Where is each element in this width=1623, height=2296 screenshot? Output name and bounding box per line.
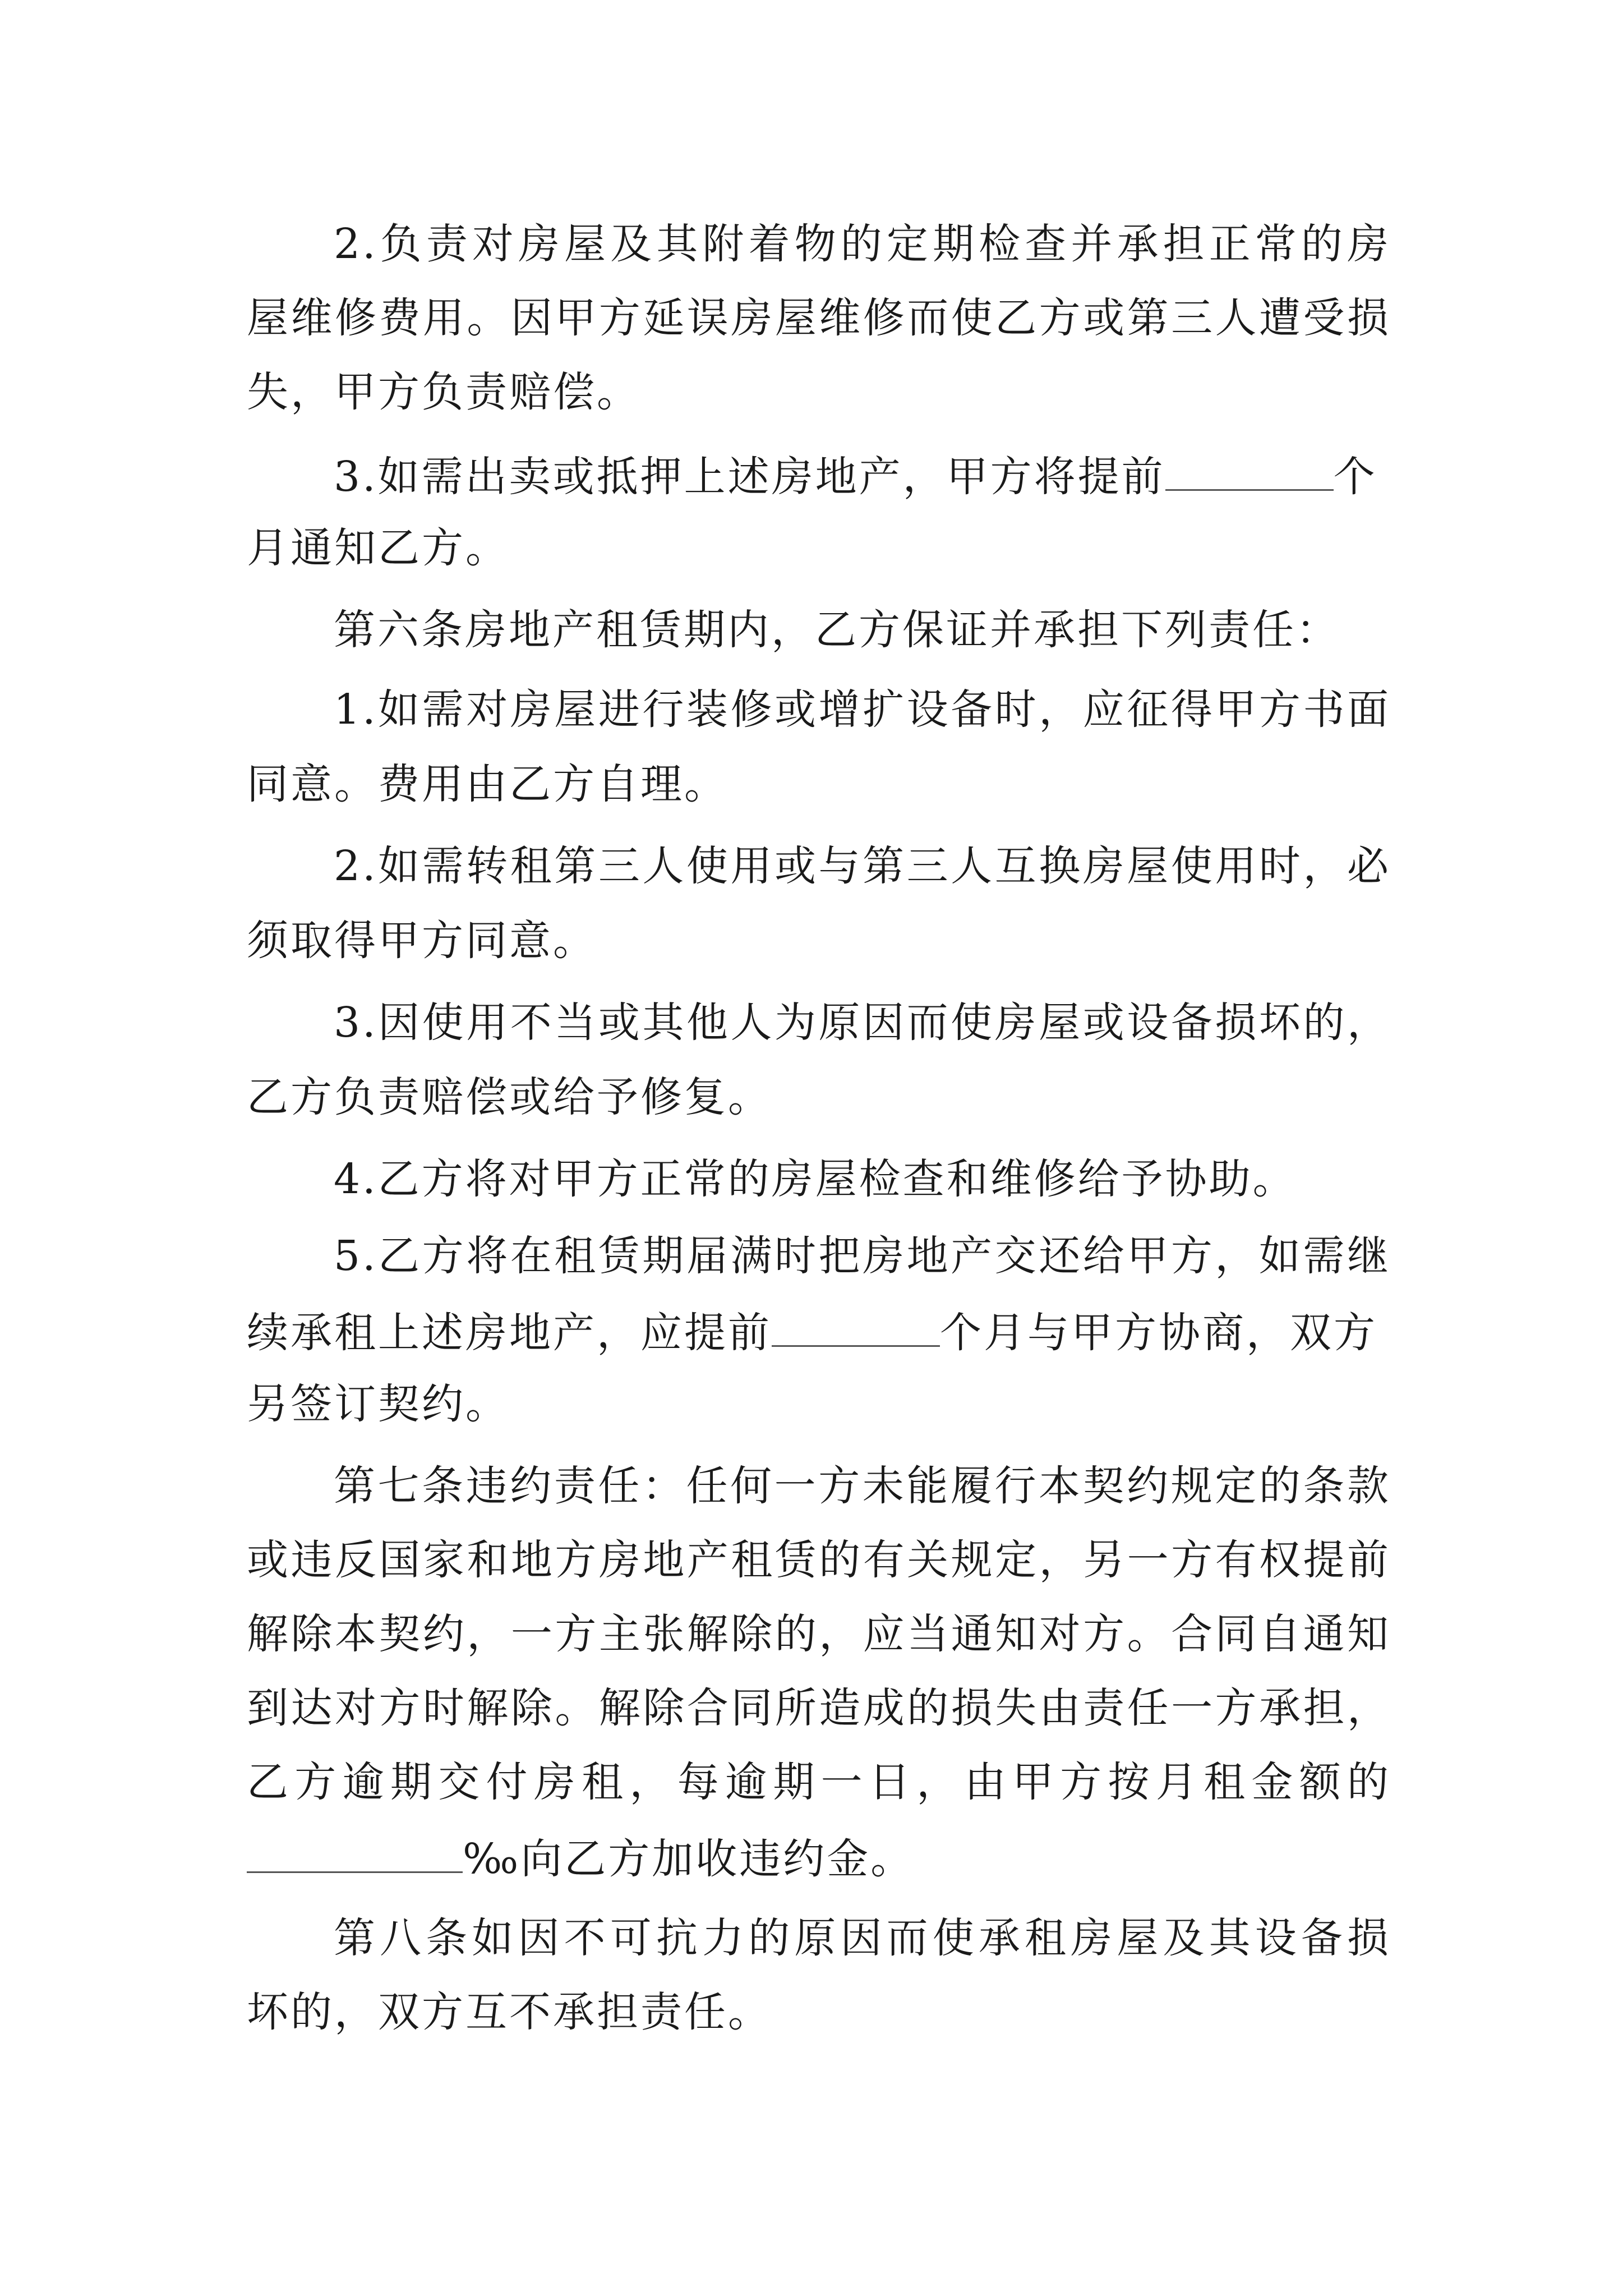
paragraph-line: 2.负责对房屋及其附着物的定期检查并承担正常的房 bbox=[334, 220, 1391, 268]
paragraph-text: ‰向乙方加收违约金。 bbox=[463, 1835, 915, 1883]
paragraph-text: 个月与甲方协商，双方 bbox=[940, 1309, 1377, 1357]
paragraph-line: 到达对方时解除。解除合同所造成的损失由责任一方承担， bbox=[247, 1684, 1391, 1732]
paragraph-text: 个 bbox=[1333, 453, 1377, 501]
paragraph-line: 或违反国家和地方房地产租赁的有关规定，另一方有权提前 bbox=[247, 1536, 1391, 1584]
paragraph-line: 第六条房地产租赁期内，乙方保证并承担下列责任： bbox=[334, 606, 1340, 654]
paragraph-line: 须取得甲方同意。 bbox=[247, 917, 597, 965]
fill-in-blank[interactable] bbox=[247, 1835, 463, 1873]
paragraph-line: 失，甲方负责赔偿。 bbox=[247, 368, 640, 416]
paragraph-line bbox=[247, 1835, 915, 1883]
paragraph-line: 乙方负责赔偿或给予修复。 bbox=[247, 1073, 772, 1121]
paragraph-text: 续承租上述房地产，应提前 bbox=[247, 1309, 772, 1357]
fill-in-blank[interactable] bbox=[772, 1309, 940, 1347]
paragraph-text: 3.如需出卖或抵押上述房地产，甲方将提前 bbox=[334, 453, 1165, 501]
paragraph-line: 解除本契约，一方主张解除的，应当通知对方。合同自通知 bbox=[247, 1610, 1391, 1658]
paragraph-line: 4.乙方将对甲方正常的房屋检查和维修给予协助。 bbox=[334, 1155, 1297, 1203]
paragraph-line: 2.如需转租第三人使用或与第三人互换房屋使用时，必 bbox=[334, 842, 1391, 890]
fill-in-blank[interactable] bbox=[1165, 453, 1334, 491]
paragraph-line: 5.乙方将在租赁期届满时把房地产交还给甲方，如需继 bbox=[334, 1232, 1391, 1280]
paragraph-line bbox=[247, 1309, 1377, 1357]
paragraph-line: 屋维修费用。因甲方延误房屋维修而使乙方或第三人遭受损 bbox=[247, 294, 1391, 342]
paragraph-line: 乙方逾期交付房租，每逾期一日，由甲方按月租金额的 bbox=[247, 1758, 1391, 1806]
paragraph-line: 第七条违约责任：任何一方未能履行本契约规定的条款 bbox=[334, 1462, 1391, 1510]
paragraph-line bbox=[334, 453, 1377, 501]
paragraph-line: 3.因使用不当或其他人为原因而使房屋或设备损坏的， bbox=[334, 999, 1391, 1047]
paragraph-line: 另签订契约。 bbox=[247, 1380, 509, 1428]
paragraph-line: 月通知乙方。 bbox=[247, 524, 509, 572]
paragraph-line: 同意。费用由乙方自理。 bbox=[247, 760, 728, 808]
paragraph-line: 1.如需对房屋进行装修或增扩设备时，应征得甲方书面 bbox=[334, 685, 1391, 734]
paragraph-line: 第八条如因不可抗力的原因而使承租房屋及其设备损 bbox=[334, 1914, 1391, 1962]
paragraph-line: 坏的，双方互不承担责任。 bbox=[247, 1988, 772, 2036]
